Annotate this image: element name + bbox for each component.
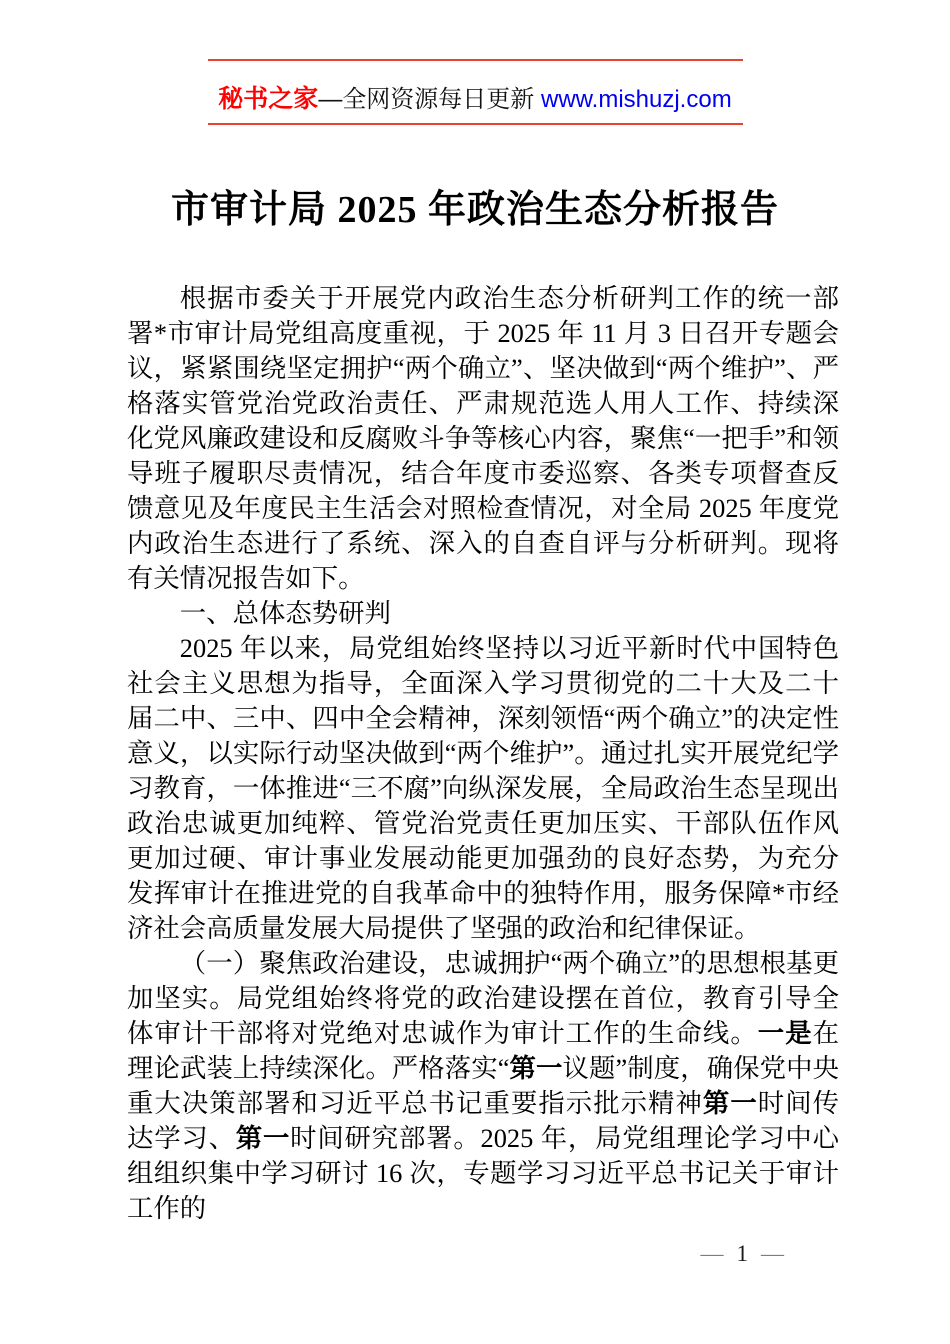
- text-run: 时间传达学习、: [127, 1088, 840, 1153]
- bold-text-run: 第一: [235, 1123, 291, 1153]
- text-run: 根据市委关于开展党内政治生态分析研判工作的统一部署*市审计局党组高度重视，于 2025 年 11 月 3 日召开专题会议，紧紧围绕坚定拥护“两个确立”、坚决做到“两个维护”、严格落实管党治党政治责任、严肃规范选人用人工作、持续深化党风廉政建设和反腐败斗争等核心内容，聚焦“一把手”和领导班子履职尽责情况，结合年度市委巡察、各类专项督查反馈意见及年度民主生活会对照检查情况，对全局 2025 年度党内政治生态进行了系统、深入的自查自评与分析研判。现将有关情况报告如下。: [127, 283, 839, 593]
- paragraph: [127, 596, 839, 631]
- text-run: 一、总体态势研判: [179, 598, 391, 628]
- text-run: （一）聚焦政治建设，忠诚拥护“两个确立”的思想根基更加坚实。局党组始终将党的政治建设摆在首位，教育引导全体审计干部将对党绝对忠诚作为审计工作的生命线。: [127, 948, 839, 1048]
- document-title: 市审计局 2025 年政治生态分析报告: [170, 189, 779, 231]
- bold-text-run: 一是: [757, 1018, 813, 1048]
- site-header: [208, 59, 743, 125]
- site-url-link[interactable]: www.mishuzj.com: [540, 86, 732, 113]
- text-run: 在理论武装上持续深化。严格落实“: [127, 1018, 840, 1083]
- paragraph: [127, 631, 839, 946]
- paragraph: [127, 281, 839, 596]
- page-number-value: 1: [736, 1241, 748, 1266]
- page-number: [701, 1241, 785, 1267]
- text-run: 议题”制度，确保党中央重大决策部署和习近平总书记重要指示批示精神: [127, 1053, 840, 1118]
- site-name: 秘书之家: [218, 85, 319, 113]
- text-run: 时间研究部署。2025 年，局党组理论学习中心组组织集中学习研讨 16 次，专题学习习近平总书记关于审计工作的: [127, 1123, 840, 1223]
- site-tagline: —全网资源每日更新: [318, 86, 541, 113]
- bold-text-run: 第一: [509, 1053, 563, 1083]
- document-body: [127, 281, 839, 1226]
- paragraph: [127, 946, 839, 1226]
- text-run: 2025 年以来，局党组始终坚持以习近平新时代中国特色社会主义思想为指导，全面深入学习贯彻党的二十大及二十届二中、三中、四中全会精神，深刻领悟“两个确立”的决定性意义，以实际行动坚决做到“两个维护”。通过扎实开展党纪学习教育，一体推进“三不腐”向纵深发展，全局政治生态呈现出政治忠诚更加纯粹、管党治党责任更加压实、干部队伍作风更加过硬、审计事业发展动能更加强劲的良好态势，为充分发挥审计在推进党的自我革命中的独特作用，服务保障*市经济社会高质量发展大局提供了坚强的政治和纪律保证。: [127, 633, 839, 943]
- page-number-dash-right: —: [761, 1241, 784, 1266]
- page-number-dash-left: —: [700, 1241, 724, 1266]
- bold-text-run: 第一: [702, 1088, 758, 1118]
